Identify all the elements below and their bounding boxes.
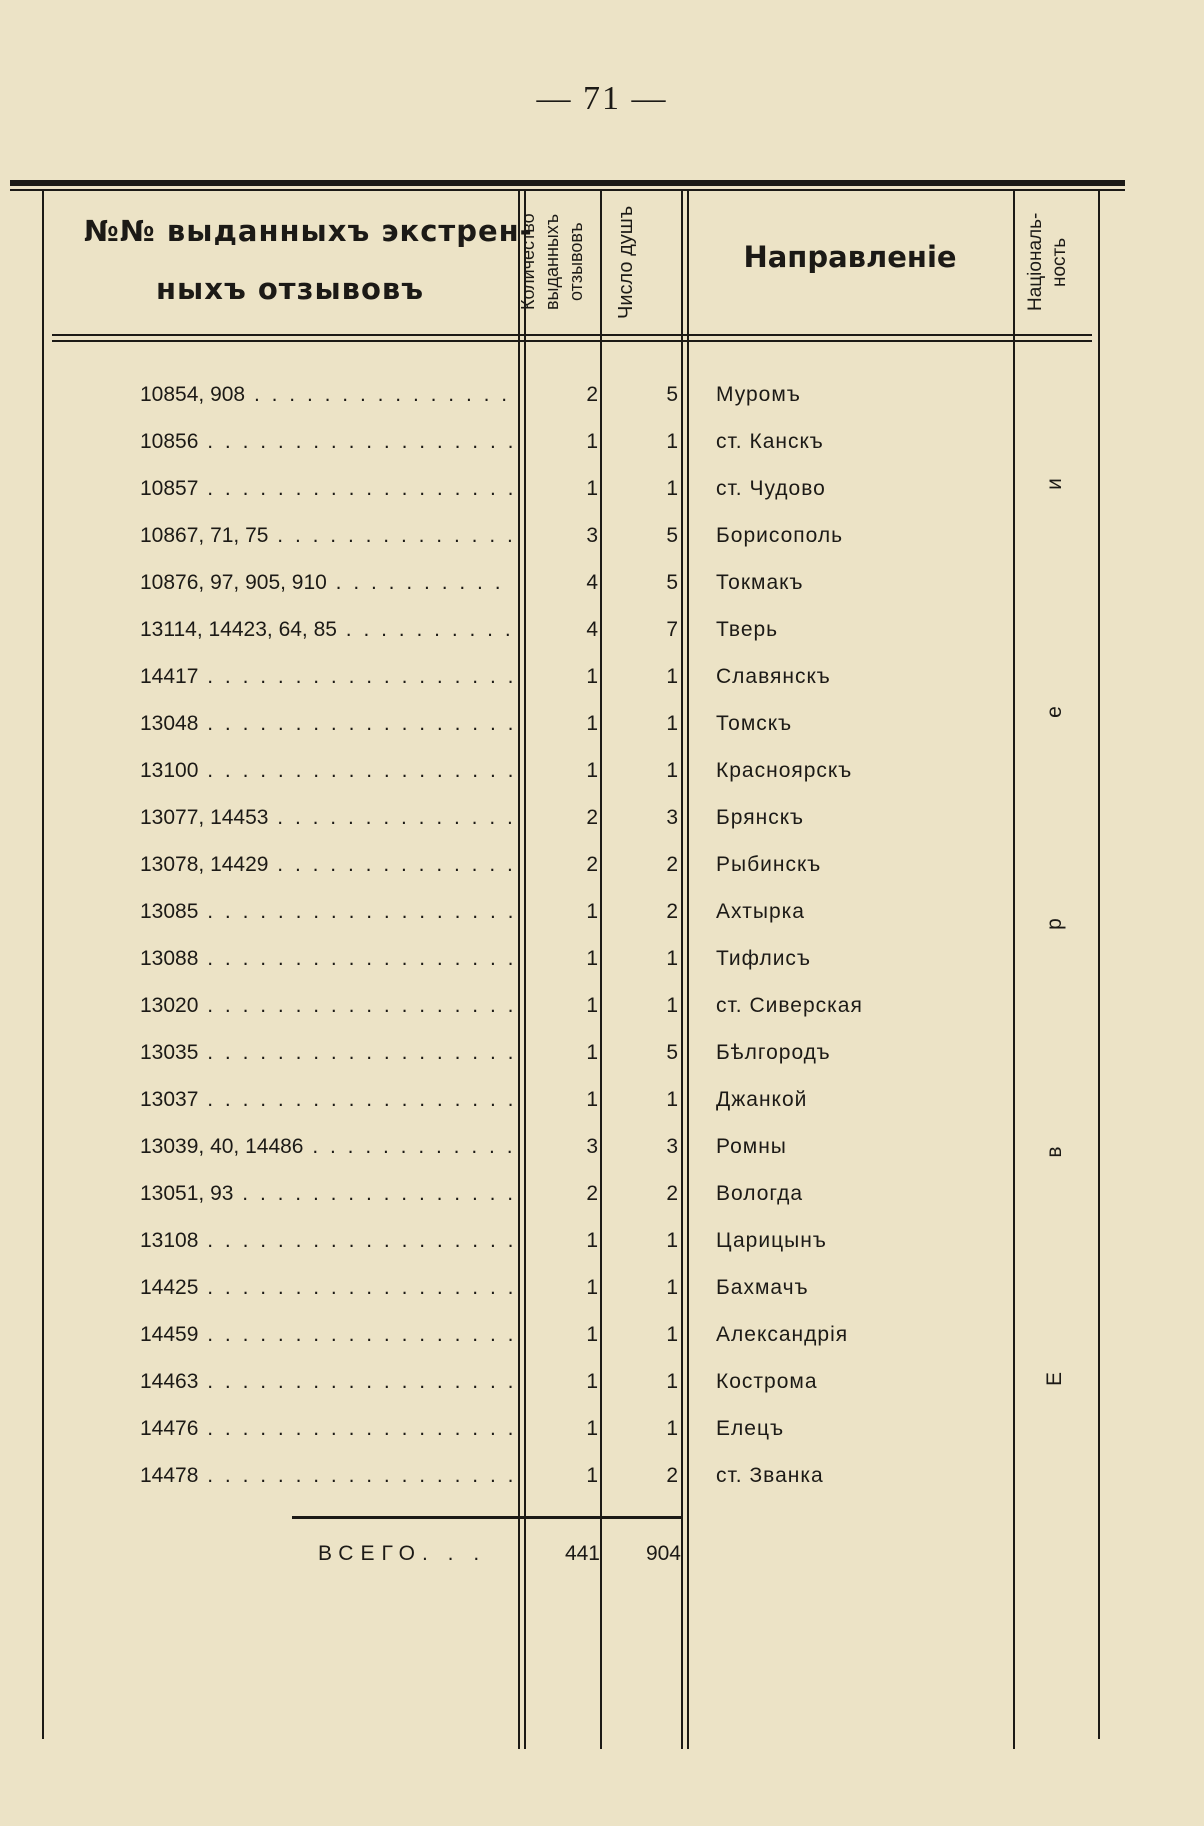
table-row <box>0 806 1204 846</box>
row-numbers: 14478 . . . <box>140 1464 512 1488</box>
row-numbers: 13108 . . . <box>140 1229 512 1253</box>
table-row <box>0 900 1204 940</box>
nationality-letter: р <box>1043 918 1066 930</box>
row-numbers: 10854, 908 . . . <box>140 383 512 407</box>
row-count: 1 <box>586 994 598 1017</box>
row-numbers: 13100 . . . <box>140 759 512 783</box>
row-numbers: 14417 . . . <box>140 665 512 689</box>
row-souls: 1 <box>666 947 678 970</box>
row-direction: Ахтырка <box>716 900 805 923</box>
nationality-letter: и <box>1043 478 1066 490</box>
row-souls: 1 <box>666 994 678 1017</box>
row-numbers: 13051, 93 . . . <box>140 1182 512 1206</box>
header-numbers-line1: №№ выданныхъ экстрен- <box>84 214 533 248</box>
table-row <box>0 1417 1204 1457</box>
row-numbers: 13048 . . . <box>140 712 512 736</box>
row-souls: 5 <box>666 571 678 594</box>
row-direction: Ромны <box>716 1135 787 1158</box>
row-count: 2 <box>586 853 598 876</box>
table-row <box>0 571 1204 611</box>
row-souls: 1 <box>666 665 678 688</box>
row-souls: 5 <box>666 383 678 406</box>
row-count: 1 <box>586 1041 598 1064</box>
table-row <box>0 665 1204 705</box>
row-count: 1 <box>586 947 598 970</box>
row-numbers: 14459 . . . <box>140 1323 512 1347</box>
row-numbers: 13035 . . . <box>140 1041 512 1065</box>
row-count: 1 <box>586 712 598 735</box>
table-row <box>0 1182 1204 1222</box>
table-row <box>0 383 1204 423</box>
row-numbers: 10867, 71, 75 . . . <box>140 524 512 548</box>
row-direction: Борисополь <box>716 524 844 547</box>
row-count: 1 <box>586 1417 598 1440</box>
row-count: 1 <box>586 1370 598 1393</box>
table-row <box>0 1229 1204 1269</box>
row-count: 2 <box>586 806 598 829</box>
row-numbers: 13039, 40, 14486 . . . <box>140 1135 512 1159</box>
row-souls: 1 <box>666 430 678 453</box>
row-direction: Кострома <box>716 1370 818 1393</box>
row-direction: Славянскъ <box>716 665 831 688</box>
row-count: 4 <box>586 618 598 641</box>
row-souls: 1 <box>666 1229 678 1252</box>
row-count: 1 <box>586 1464 598 1487</box>
table-row <box>0 994 1204 1034</box>
row-numbers: 13078, 14429 . . . <box>140 853 512 877</box>
row-count: 1 <box>586 665 598 688</box>
row-direction: Токмакъ <box>716 571 804 594</box>
table-row <box>0 618 1204 658</box>
table-row <box>0 1323 1204 1363</box>
row-numbers: 14463 . . . <box>140 1370 512 1394</box>
table-row <box>0 1041 1204 1081</box>
row-count: 3 <box>586 1135 598 1158</box>
row-direction: ст. Званка <box>716 1464 824 1487</box>
nationality-letter: е <box>1043 706 1066 718</box>
row-numbers: 10876, 97, 905, 910 . . . <box>140 571 512 595</box>
header-numbers-line2: ныхъ отзывовъ <box>156 272 425 306</box>
row-souls: 1 <box>666 477 678 500</box>
row-direction: Рыбинскъ <box>716 853 822 876</box>
header-rule <box>52 334 1092 336</box>
row-souls: 1 <box>666 712 678 735</box>
row-direction: Тверь <box>716 618 779 641</box>
table-row <box>0 1370 1204 1410</box>
row-count: 1 <box>586 1229 598 1252</box>
row-souls: 1 <box>666 1276 678 1299</box>
row-direction: Джанкой <box>716 1088 808 1111</box>
row-count: 1 <box>586 1088 598 1111</box>
row-souls: 7 <box>666 618 678 641</box>
row-numbers: 13088 . . . <box>140 947 512 971</box>
table-row <box>0 524 1204 564</box>
row-numbers: 10857 . . . <box>140 477 512 501</box>
row-souls: 1 <box>666 1088 678 1111</box>
row-direction: Брянскъ <box>716 806 805 829</box>
row-count: 1 <box>586 1323 598 1346</box>
row-souls: 1 <box>666 759 678 782</box>
row-count: 4 <box>586 571 598 594</box>
top-rule <box>10 180 1125 186</box>
row-numbers: 13020 . . . <box>140 994 512 1018</box>
row-souls: 3 <box>666 1135 678 1158</box>
row-direction: Бахмачъ <box>716 1276 809 1299</box>
row-souls: 1 <box>666 1370 678 1393</box>
header-rule-2 <box>52 340 1092 342</box>
row-count: 1 <box>586 759 598 782</box>
table-row <box>0 947 1204 987</box>
nationality-letter: Е <box>1043 1372 1066 1387</box>
row-count: 1 <box>586 477 598 500</box>
nationality-letter: в <box>1043 1146 1066 1158</box>
row-direction: Елецъ <box>716 1417 785 1440</box>
table-row <box>0 1276 1204 1316</box>
row-direction: ст. Сиверская <box>716 994 863 1017</box>
row-direction: ст. Чудово <box>716 477 826 500</box>
row-direction: ст. Канскъ <box>716 430 824 453</box>
total-label: ВСЕГО. . . <box>318 1542 487 1565</box>
header-nationality: Національ-ность <box>1025 212 1070 312</box>
row-souls: 5 <box>666 1041 678 1064</box>
row-souls: 2 <box>666 1464 678 1487</box>
row-direction: Александрія <box>716 1323 849 1346</box>
top-rule-thin <box>10 189 1125 191</box>
row-souls: 5 <box>666 524 678 547</box>
row-souls: 1 <box>666 1323 678 1346</box>
table-row <box>0 712 1204 752</box>
total-count: 441 <box>564 1542 600 1565</box>
table-row <box>0 477 1204 517</box>
header-souls: Число душъ <box>615 205 637 319</box>
row-direction: Царицынъ <box>716 1229 827 1252</box>
row-count: 1 <box>586 1276 598 1299</box>
row-souls: 2 <box>666 1182 678 1205</box>
row-direction: Красноярскъ <box>716 759 853 782</box>
page-number: — 71 — <box>536 80 668 117</box>
row-direction: Вологда <box>716 1182 804 1205</box>
row-souls: 3 <box>666 806 678 829</box>
row-numbers: 13077, 14453 . . . <box>140 806 512 830</box>
row-count: 1 <box>586 900 598 923</box>
row-count: 1 <box>586 430 598 453</box>
row-numbers: 14425 . . . <box>140 1276 512 1300</box>
header-direction: Направленіе <box>743 240 957 274</box>
row-direction: Томскъ <box>716 712 793 735</box>
row-souls: 2 <box>666 900 678 923</box>
total-souls: 904 <box>645 1542 681 1565</box>
table-row <box>0 853 1204 893</box>
row-numbers: 13114, 14423, 64, 85 . . . <box>140 618 512 642</box>
row-direction: Бѣлгородъ <box>716 1041 831 1064</box>
table-row <box>0 430 1204 470</box>
table-row <box>0 1135 1204 1175</box>
table-row <box>0 1088 1204 1128</box>
total-rule <box>292 1516 682 1519</box>
row-numbers: 10856 . . . <box>140 430 512 454</box>
row-direction: Тифлисъ <box>716 947 812 970</box>
table-row <box>0 759 1204 799</box>
row-numbers: 13085 . . . <box>140 900 512 924</box>
header-count: Количество выданныхъ отзывовъ <box>518 213 586 311</box>
row-count: 3 <box>586 524 598 547</box>
row-count: 2 <box>586 383 598 406</box>
row-count: 2 <box>586 1182 598 1205</box>
row-numbers: 13037 . . . <box>140 1088 512 1112</box>
row-numbers: 14476 . . . <box>140 1417 512 1441</box>
row-souls: 2 <box>666 853 678 876</box>
row-souls: 1 <box>666 1417 678 1440</box>
row-direction: Муромъ <box>716 383 801 406</box>
table-row <box>0 1464 1204 1504</box>
